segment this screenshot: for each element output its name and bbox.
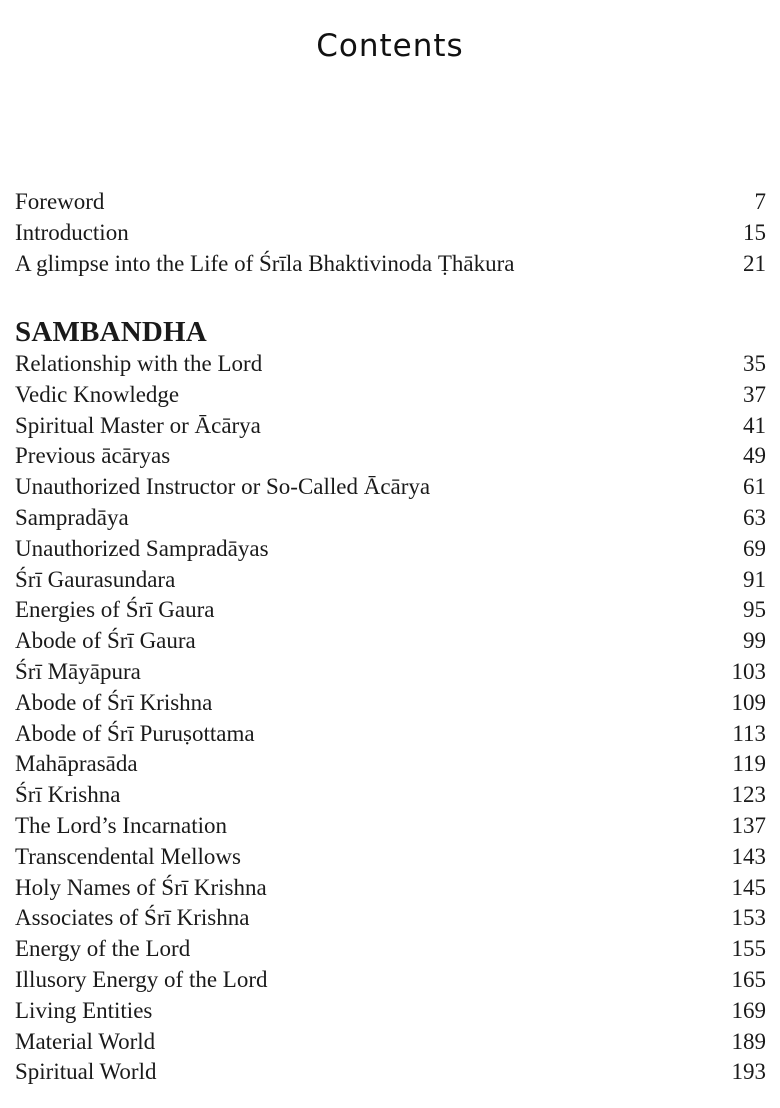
section-heading: SAMBANDHA — [15, 316, 207, 348]
toc-entry-page: 119 — [732, 751, 766, 777]
toc-entry-page: 143 — [731, 843, 766, 869]
toc-entry — [15, 688, 766, 719]
toc-entry — [15, 1027, 766, 1058]
toc-entry — [15, 842, 766, 873]
toc-entry-page: 165 — [731, 966, 766, 992]
toc-entry-title: Relationship with the Lord — [15, 351, 263, 376]
toc-entry-title: Material World — [15, 1028, 156, 1054]
toc-entry-page: 145 — [731, 874, 766, 900]
toc-entry-title: Holy Names of Śrī Krishna — [15, 874, 267, 900]
toc-entry-page: 103 — [731, 658, 766, 684]
toc-entry-title: Energy of the Lord — [15, 936, 191, 962]
toc-entry — [15, 411, 766, 442]
toc-entry — [15, 749, 766, 780]
toc-entry — [15, 249, 766, 280]
toc-entry-page: 113 — [732, 720, 766, 746]
toc-entry — [15, 903, 766, 934]
toc-entry — [15, 503, 766, 534]
toc-entry — [15, 1057, 766, 1088]
toc-entry-title: Living Entities — [15, 997, 153, 1023]
toc-entry-page: 69 — [743, 535, 766, 561]
toc-entry-title: Śrī Gaurasundara — [15, 566, 176, 592]
toc-entry — [15, 565, 766, 596]
toc-entry-page: 15 — [743, 219, 766, 245]
toc-entry-page: 49 — [743, 443, 766, 469]
toc-entry — [15, 218, 766, 249]
toc-entry — [15, 441, 766, 472]
toc-entry-title: Foreword — [15, 189, 105, 214]
toc-entry-page: 137 — [731, 812, 766, 838]
toc-entry-title: Introduction — [15, 219, 129, 245]
toc-entry — [15, 719, 766, 750]
toc-entry-title: Vedic Knowledge — [15, 381, 180, 407]
toc-entry-page: 153 — [731, 905, 766, 931]
toc-entry-title: Spiritual Master or Ācārya — [15, 412, 261, 438]
toc-entry-title: Spiritual World — [15, 1059, 157, 1085]
toc-entry-title: The Lord’s Incarnation — [15, 812, 228, 838]
toc-entry-page: 41 — [743, 412, 766, 438]
toc-entry-page: 37 — [743, 381, 766, 407]
toc-entry — [15, 780, 766, 811]
sambandha-section — [15, 315, 766, 1088]
toc-entry — [15, 187, 766, 218]
toc-entry-page: 169 — [731, 997, 766, 1023]
toc-entry-title: Unauthorized Instructor or So-Called Ācārya — [15, 474, 431, 500]
toc-entry-page: 109 — [731, 689, 766, 715]
toc-entry — [15, 965, 766, 996]
toc-entry — [15, 996, 766, 1027]
toc-entry-title: Energies of Śrī Gaura — [15, 597, 215, 623]
toc-entry-page: 193 — [731, 1059, 766, 1085]
toc-entry — [15, 534, 766, 565]
toc-entry-title: Abode of Śrī Gaura — [15, 628, 196, 654]
toc-entry-title: Unauthorized Sampradāyas — [15, 535, 269, 561]
toc-entry — [15, 811, 766, 842]
toc-entry-page: 123 — [731, 782, 766, 808]
toc-entry-page: 35 — [743, 351, 766, 376]
toc-entry-title: Śrī Māyāpura — [15, 658, 141, 684]
toc-entry-title: Sampradāya — [15, 504, 129, 530]
page-title: Contents — [316, 28, 464, 64]
toc-entry-title: Associates of Śrī Krishna — [15, 905, 250, 931]
front-matter-list — [15, 187, 766, 279]
toc-entry-page: 7 — [754, 189, 766, 214]
toc-entry-title: Previous ācāryas — [15, 443, 171, 469]
toc-entry-title: Śrī Krishna — [15, 782, 121, 808]
toc-entry-title: Abode of Śrī Puruṣottama — [15, 720, 255, 746]
toc-entry-title: Transcendental Mellows — [15, 843, 241, 869]
toc-entry — [15, 657, 766, 688]
toc-entry — [15, 934, 766, 965]
toc-entry-title: Mahāprasāda — [15, 751, 138, 777]
toc-entry-page: 21 — [743, 250, 766, 276]
toc-entry — [15, 873, 766, 904]
toc-entry-title: A glimpse into the Life of Śrīla Bhaktivinoda Ṭhākura — [15, 250, 515, 276]
toc-entry — [15, 472, 766, 503]
toc-entry-page: 95 — [743, 597, 766, 623]
toc-entry-page: 155 — [731, 936, 766, 962]
toc-entry — [15, 626, 766, 657]
toc-entry-page: 91 — [743, 566, 766, 592]
toc-entry-title: Illusory Energy of the Lord — [15, 966, 268, 992]
toc-entry — [15, 380, 766, 411]
toc-entry-page: 99 — [743, 628, 766, 654]
toc-entry-page: 63 — [743, 504, 766, 530]
toc-entry-page: 61 — [743, 474, 766, 500]
toc-entry — [15, 595, 766, 626]
toc-entry-title: Abode of Śrī Krishna — [15, 689, 213, 715]
toc-entry-page: 189 — [731, 1028, 766, 1054]
toc-entry — [15, 349, 766, 380]
